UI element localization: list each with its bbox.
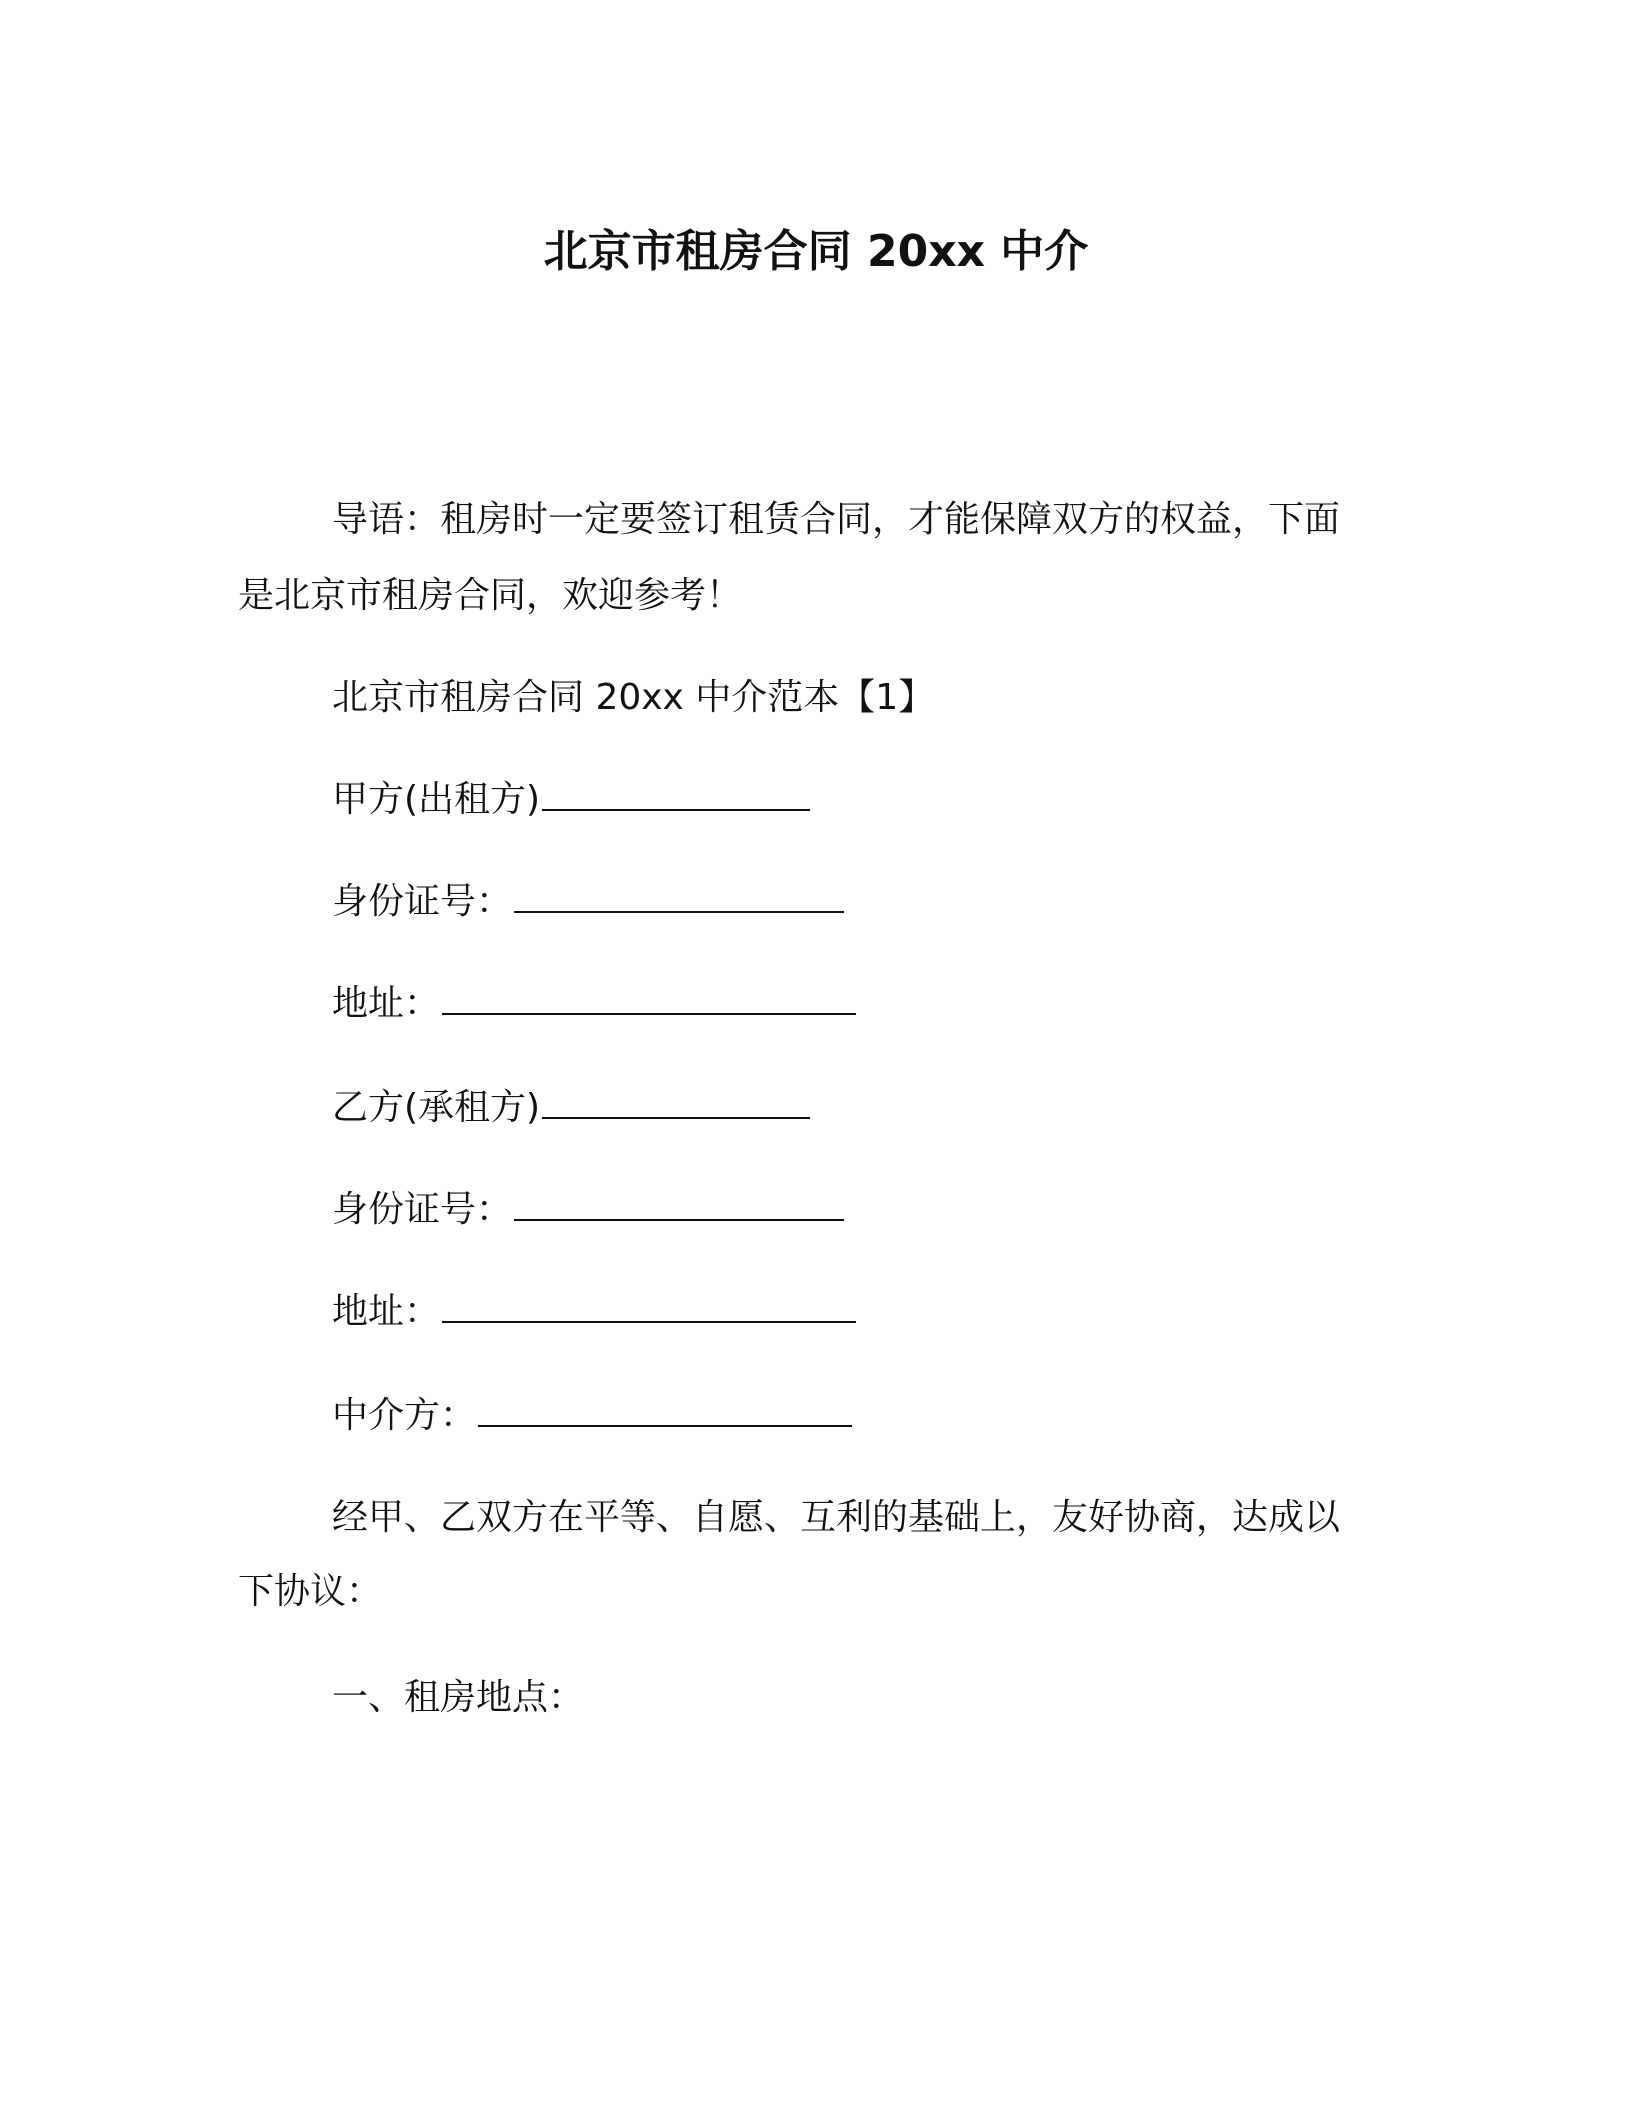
field-label: 地址： bbox=[332, 1291, 441, 1332]
field-party-b bbox=[332, 1084, 810, 1132]
fill-in-blank bbox=[478, 1395, 852, 1427]
field-party-b-address bbox=[332, 1288, 856, 1336]
intro-line-2: 是北京市租房合同，欢迎参考！ bbox=[238, 575, 743, 616]
field-party-a-address bbox=[332, 980, 856, 1028]
fill-in-blank bbox=[542, 1087, 810, 1119]
field-label: 中介方： bbox=[332, 1395, 477, 1436]
fill-in-blank bbox=[542, 779, 810, 811]
fill-in-blank bbox=[442, 1291, 856, 1323]
field-label: 身份证号： bbox=[332, 881, 513, 922]
field-label: 甲方(出租方) bbox=[332, 779, 541, 820]
fill-in-blank bbox=[442, 983, 856, 1015]
section-1-heading: 一、租房地点： bbox=[332, 1677, 585, 1718]
fill-in-blank bbox=[514, 1189, 844, 1221]
agreement-line-2: 下协议： bbox=[238, 1571, 383, 1612]
field-agent bbox=[332, 1392, 852, 1440]
fill-in-blank bbox=[514, 881, 844, 913]
field-party-b-id bbox=[332, 1186, 844, 1234]
field-party-a bbox=[332, 776, 810, 824]
field-label: 地址： bbox=[332, 983, 441, 1024]
field-label: 乙方(承租方) bbox=[332, 1087, 541, 1128]
document-title: 北京市租房合同 20xx 中介 bbox=[543, 226, 1089, 277]
field-label: 身份证号： bbox=[332, 1189, 513, 1230]
agreement-line-1: 经甲、乙双方在平等、自愿、互利的基础上，友好协商，达成以 bbox=[332, 1497, 1341, 1538]
intro-line-1: 导语：租房时一定要签订租赁合同，才能保障双方的权益，下面 bbox=[332, 499, 1341, 540]
field-party-a-id bbox=[332, 878, 844, 926]
template-heading: 北京市租房合同 20xx 中介范本【1】 bbox=[332, 677, 935, 718]
